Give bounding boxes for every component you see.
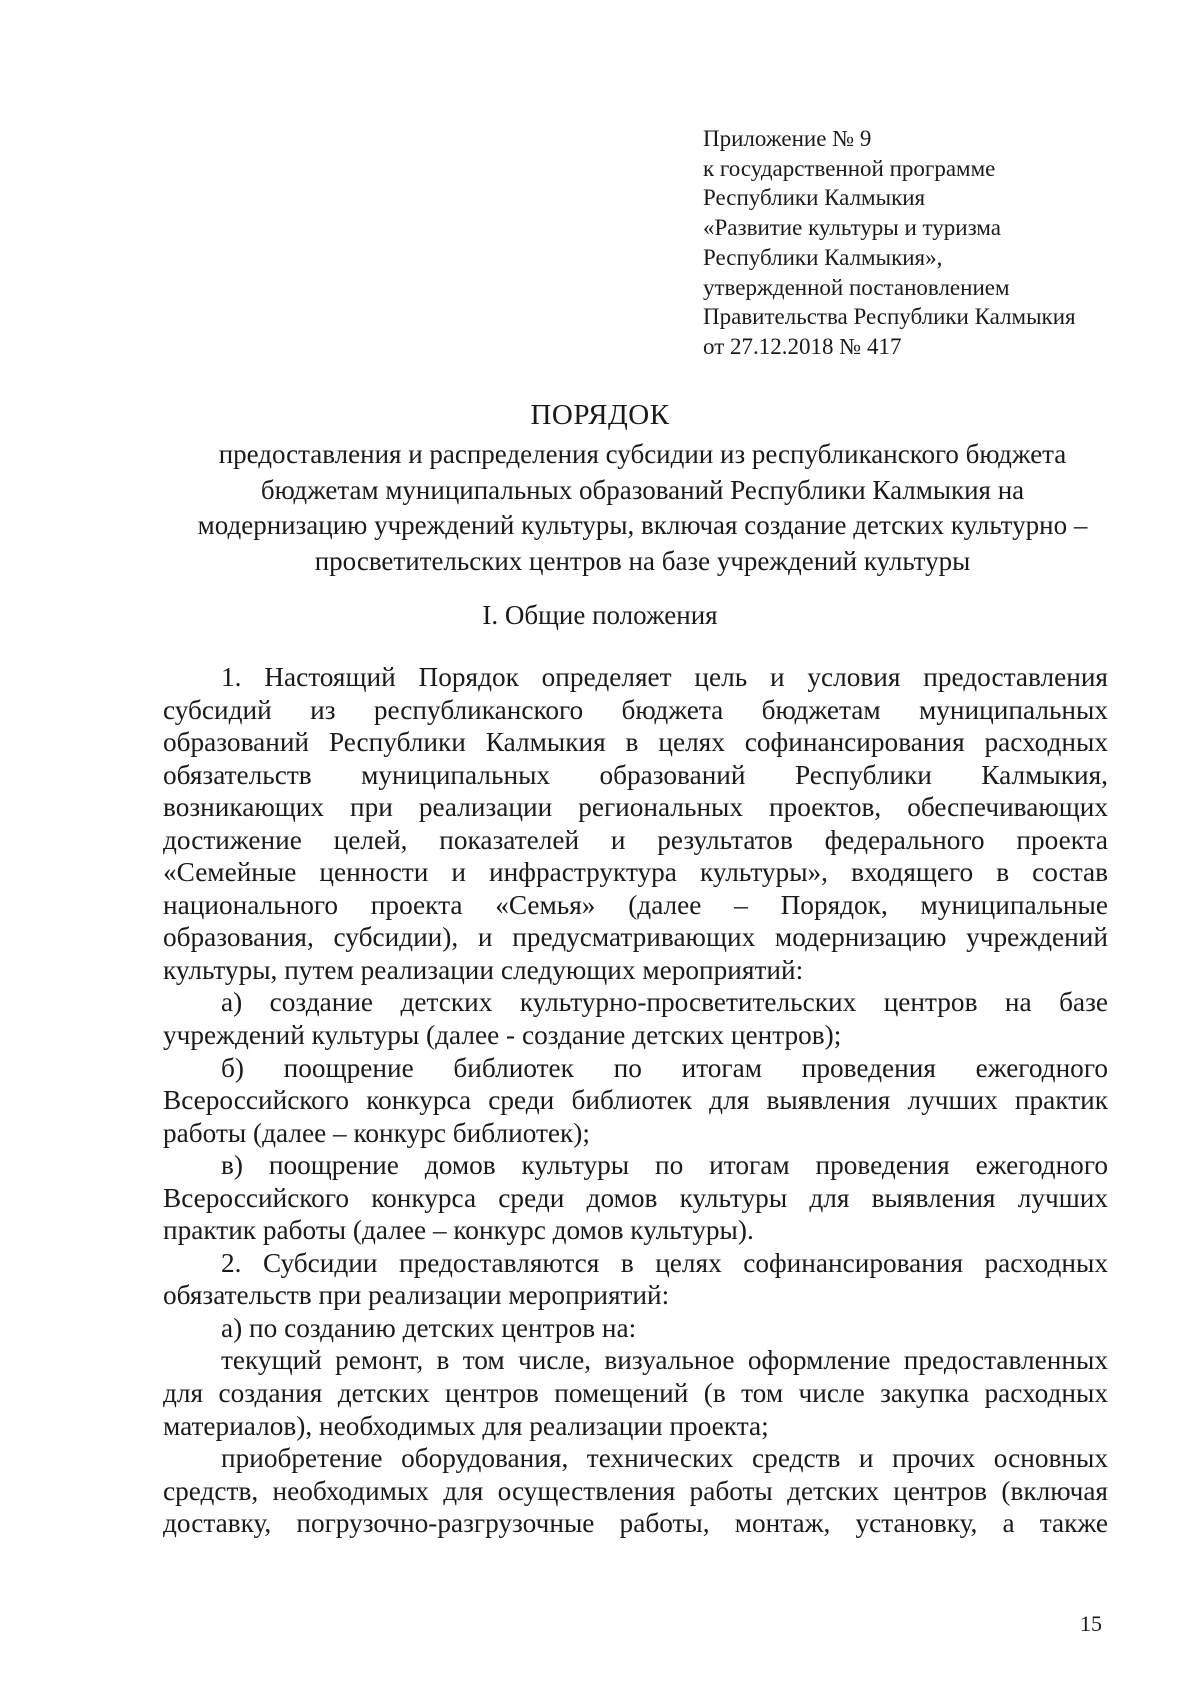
- paragraph-line: образований Республики Калмыкия в целях софинансирования расходных: [163, 727, 1108, 758]
- paragraph-line: текущий ремонт, в том числе, визуальное оформление предоставленных: [221, 1345, 1108, 1376]
- appendix-line: Приложение № 9: [703, 126, 872, 151]
- paragraph-line: практик работы (далее – конкурс домов культуры).: [163, 1215, 754, 1246]
- document-subtitle: [150, 437, 1135, 579]
- paragraph-line: работы (далее – конкурс библиотек);: [163, 1117, 590, 1148]
- subtitle-line: модернизацию учреждений культуры, включая создание детских культурно –: [197, 510, 1088, 540]
- appendix-header: [703, 124, 1163, 362]
- appendix-line: от 27.12.2018 № 417: [703, 333, 902, 359]
- paragraph-line: Всероссийского конкурса среди домов культуры для выявления лучших: [163, 1182, 1108, 1213]
- paragraph-line: субсидий из республиканского бюджета бюджетам муниципальных: [163, 694, 1108, 725]
- paragraph-line: обязательств при реализации мероприятий:: [163, 1280, 670, 1311]
- paragraph-line: образования, субсидии), и предусматривающих модернизацию учреждений: [163, 922, 1108, 953]
- subtitle-line: предоставления и распределения субсидии из республиканского бюджета: [218, 439, 1067, 469]
- paragraph-line: материалов), необходимых для реализации проекта;: [163, 1410, 769, 1441]
- paragraph-line: а) по созданию детских центров на:: [221, 1312, 637, 1343]
- paragraph-line: обязательств муниципальных образований Республики Калмыкия,: [163, 759, 1108, 790]
- paragraph-line: приобретение оборудования, технических средств и прочих основных: [221, 1443, 1108, 1474]
- appendix-line: Республики Калмыкия: [703, 185, 926, 211]
- paragraph-line: национального проекта «Семья» (далее – Порядок, муниципальные: [163, 889, 1108, 920]
- subtitle-line: просветительских центров на базе учреждений культуры: [314, 545, 971, 576]
- subtitle-line: бюджетам муниципальных образований Республики Калмыкия на: [260, 474, 1025, 505]
- paragraph-line: б) поощрение библиотек по итогам проведения ежегодного: [221, 1052, 1108, 1083]
- paragraph-line: достижение целей, показателей и результатов федерального проекта: [163, 824, 1108, 855]
- appendix-line: к государственной программе: [703, 155, 996, 181]
- page-number: 15: [1080, 1611, 1102, 1636]
- paragraph-line: для создания детских центров помещений (в том числе закупка расходных: [163, 1378, 1108, 1409]
- paragraph-line: учреждений культуры (далее - создание детских центров);: [163, 1020, 842, 1051]
- paragraph-line: а) создание детских культурно-просветительских центров на базе: [221, 987, 1108, 1018]
- paragraph-line: Всероссийского конкурса среди библиотек для выявления лучших практик: [163, 1085, 1108, 1116]
- appendix-line: Республики Калмыкия»,: [703, 244, 943, 270]
- paragraph-line: в) поощрение домов культуры по итогам проведения ежегодного: [221, 1150, 1108, 1181]
- body-text: [163, 661, 1108, 1540]
- appendix-line: утвержденной постановлением: [703, 274, 1010, 300]
- appendix-line: Правительства Республики Калмыкия: [703, 304, 1076, 330]
- document-title: ПОРЯДОК: [530, 399, 670, 431]
- paragraph-line: средств, необходимых для осуществления работы детских центров (включая: [163, 1475, 1108, 1506]
- paragraph-line: 1. Настоящий Порядок определяет цель и условия предоставления: [221, 662, 1108, 692]
- paragraph-line: «Семейные ценности и инфраструктура культуры», входящего в состав: [163, 857, 1108, 888]
- paragraph-line: 2. Субсидии предоставляются в целях софинансирования расходных: [221, 1247, 1108, 1278]
- paragraph-line: культуры, путем реализации следующих мероприятий:: [163, 954, 804, 985]
- section-heading: I. Общие положения: [482, 600, 718, 630]
- paragraph-line: возникающих при реализации региональных проектов, обеспечивающих: [163, 792, 1108, 823]
- appendix-line: «Развитие культуры и туризма: [703, 215, 1001, 241]
- paragraph-line: доставку, погрузочно-разгрузочные работы, монтаж, установку, а также: [163, 1508, 1108, 1539]
